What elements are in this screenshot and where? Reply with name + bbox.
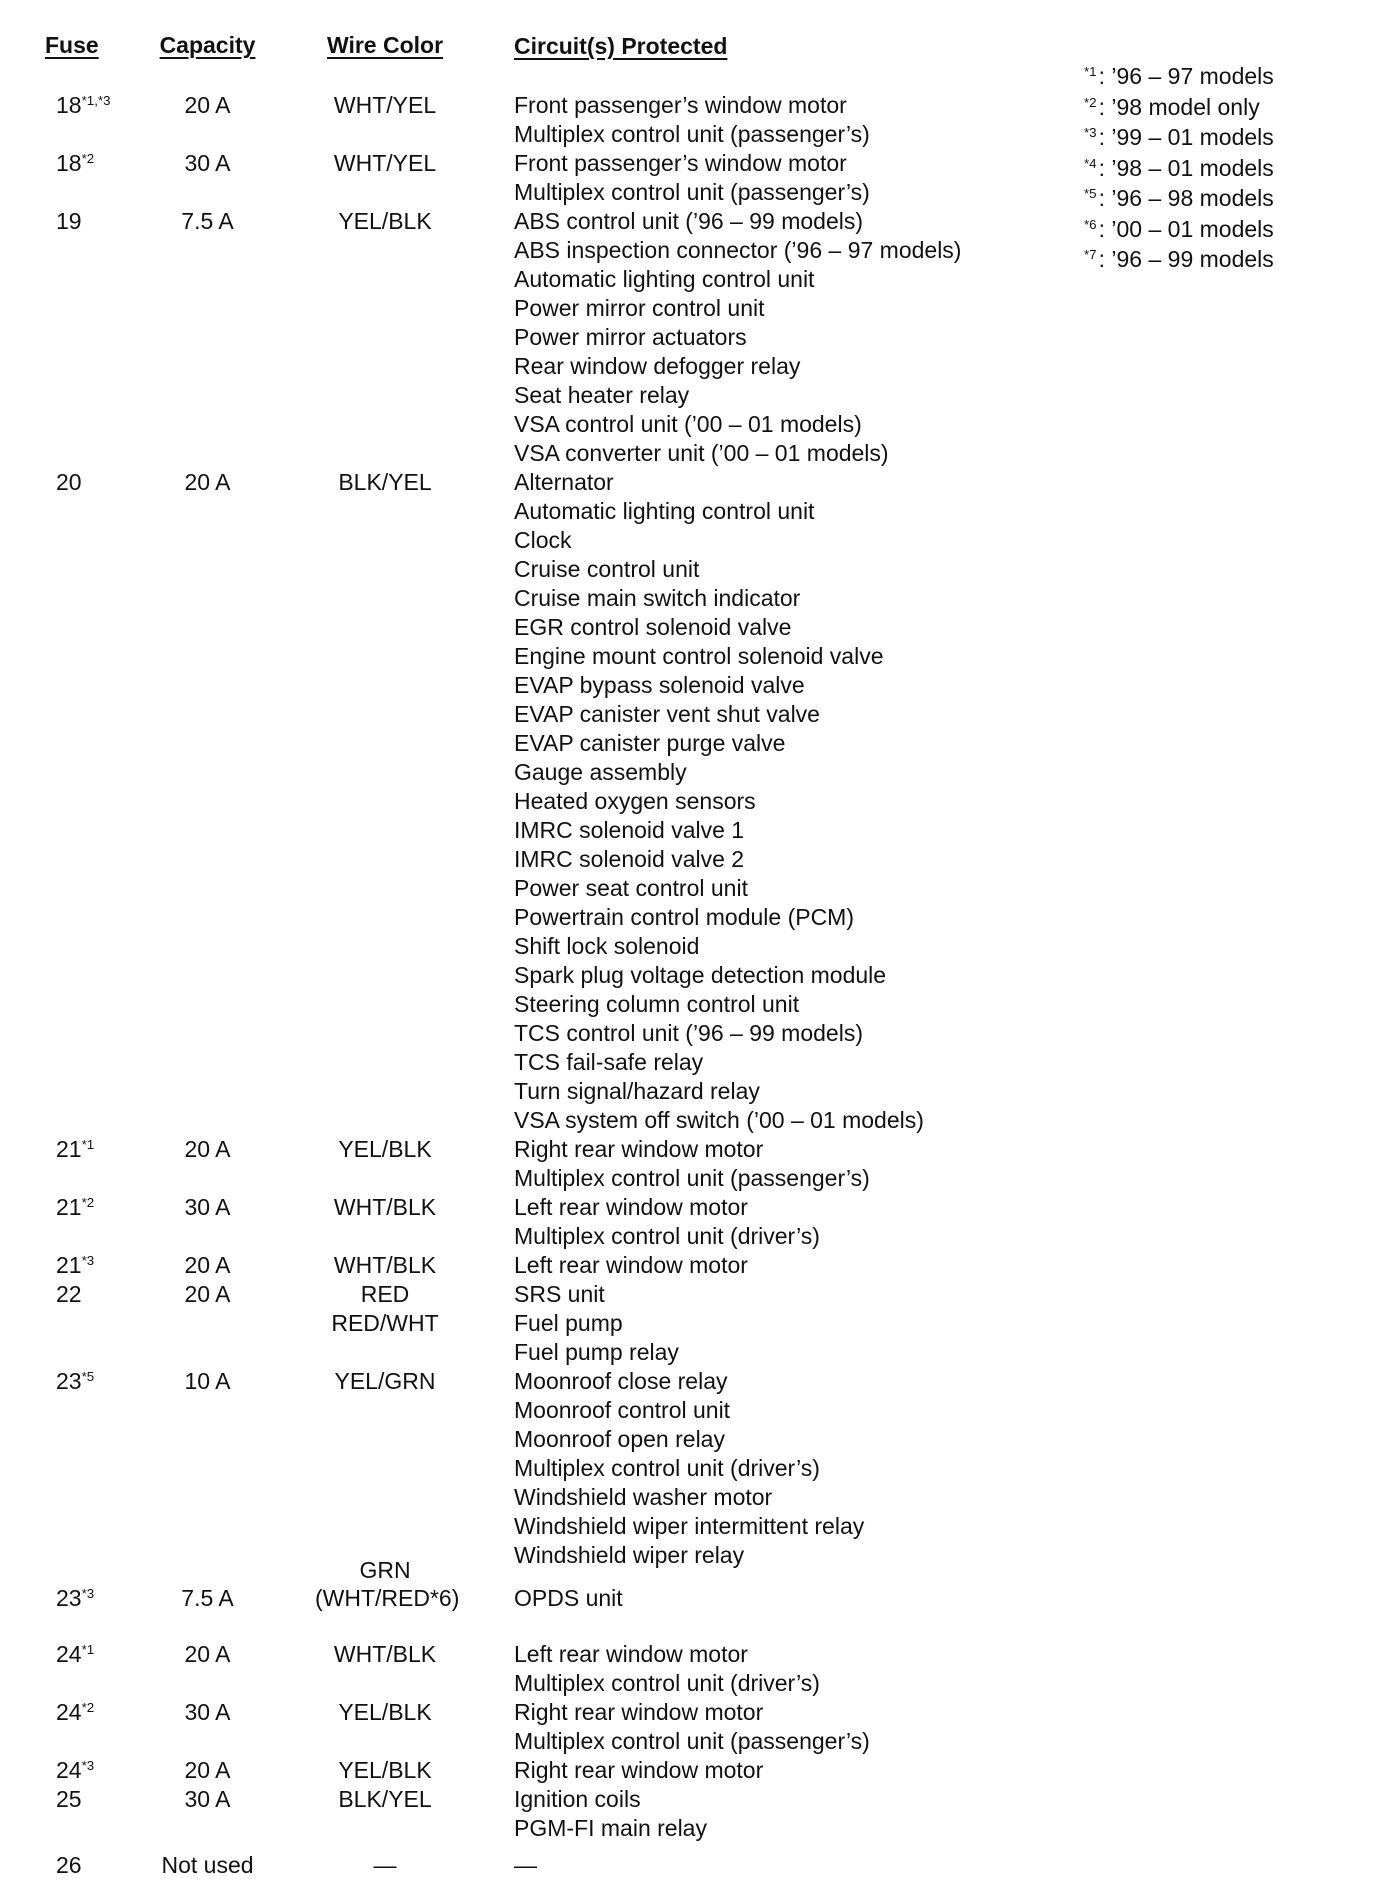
circuit-item: Steering column control unit [514,991,800,1017]
circuit-item: Multiplex control unit (passenger’s) [514,121,870,147]
fuse-footnote-mark: *2 [81,1195,95,1210]
circuit-item: Windshield wiper relay [514,1542,745,1568]
fuse-rows [0,91,1392,1880]
header-fuse: Fuse [45,32,99,58]
wire-color-value: YEL/BLK [338,1136,432,1162]
wire-color-value: WHT/BLK [333,1641,437,1667]
table-row [0,1698,1392,1756]
footnote-text: : ’98 model only [1098,93,1260,120]
circuit-item: VSA control unit (’00 – 01 models) [514,411,862,437]
wire-color-value: — [373,1852,397,1878]
wire-color-value: WHT/BLK [333,1194,437,1220]
circuit-item: OPDS unit [514,1585,623,1611]
circuit-item: TCS control unit (’96 – 99 models) [514,1020,863,1046]
circuits-list [514,1640,1392,1698]
circuit-item: Gauge assembly [514,759,687,785]
fuse-capacity: 30 A [184,1699,231,1725]
circuit-item: Seat heater relay [514,382,690,408]
circuit-item: Multiplex control unit (passenger’s) [514,179,870,205]
circuit-item: ABS inspection connector (’96 – 97 models) [514,237,962,263]
wire-color-value: YEL/BLK [338,1757,432,1783]
footnote-text: : ’99 – 01 models [1098,124,1274,150]
wire-color [315,1556,460,1612]
fuse-footnote-mark: *1 [81,1137,95,1152]
fuse-number [56,1851,82,1880]
fuse-footnote-mark: *1 [81,1642,95,1657]
footnote-text: : ’00 – 01 models [1098,215,1274,242]
table-row [0,468,1392,1135]
footnote-mark: *1 [1084,64,1097,79]
fuse-number-value: 21 [56,1136,82,1162]
fuse-number [56,1584,94,1613]
wire-color-value: WHT/YEL [333,150,437,176]
fuse-number-value: 26 [56,1852,82,1878]
table-row [0,1640,1392,1698]
table-row [0,1251,1392,1280]
wire-color [315,1756,455,1785]
fuse-footnote-mark: *3 [81,1758,95,1773]
footnote-entry [1084,244,1274,275]
fuse-number [56,1280,82,1309]
circuit-item: Turn signal/hazard relay [514,1078,760,1104]
circuits-list [514,1135,1392,1193]
circuit-item: Multiplex control unit (driver’s) [514,1455,820,1481]
fuse-capacity: 20 A [184,1136,231,1162]
fuse-number-value: 24 [56,1641,82,1667]
fuse-number [56,1785,82,1814]
footnote-legend [1084,61,1274,275]
footnote-text: : ’98 – 01 models [1098,154,1274,181]
wire-color [315,468,455,497]
circuit-item: EVAP bypass solenoid valve [514,672,805,698]
circuit-item: VSA converter unit (’00 – 01 models) [514,440,889,466]
circuit-item: EGR control solenoid valve [514,614,792,640]
wire-color [315,1785,455,1814]
wire-color [315,1251,455,1280]
circuit-item: Power mirror control unit [514,295,765,321]
circuit-item: Automatic lighting control unit [514,498,815,524]
fuse-capacity: 30 A [184,150,231,176]
circuit-item: VSA system off switch (’00 – 01 models) [514,1107,924,1133]
fuse-footnote-mark: *2 [81,1700,95,1715]
circuit-item: Engine mount control solenoid valve [514,643,884,669]
fuse-capacity: 20 A [184,1252,231,1278]
circuit-item: PGM-FI main relay [514,1815,707,1841]
table-row [0,1367,1392,1570]
fuse-footnote-mark: *1,*3 [81,93,111,108]
circuit-item: Ignition coils [514,1786,641,1812]
circuits-list [514,468,1392,1135]
circuit-item: ABS control unit (’96 – 99 models) [514,208,864,234]
table-row [0,1785,1392,1851]
fuse-number-value: 23 [56,1585,82,1611]
fuse-footnote-mark: *2 [81,151,95,166]
fuse-capacity: 20 A [184,92,231,118]
circuit-item: Spark plug voltage detection module [514,962,887,988]
circuit-item: Moonroof control unit [514,1397,731,1423]
circuits-list [514,1785,1392,1843]
circuit-item: Powertrain control module (PCM) [514,904,855,930]
circuits-list [514,1367,1392,1570]
circuit-item: TCS fail-safe relay [514,1049,704,1075]
fuse-number-value: 23 [56,1368,82,1394]
footnote-mark: *3 [1084,125,1097,140]
fuse-number [56,91,111,120]
header-wire-color: Wire Color [326,32,444,58]
fuse-number [56,1193,94,1222]
wire-color [315,207,455,236]
fuse-number-value: 19 [56,208,82,234]
fuse-number-value: 25 [56,1786,82,1812]
fuse-number-value: 20 [56,469,82,495]
fuse-number [56,1367,94,1396]
fuse-footnote-mark: *5 [81,1369,95,1384]
wire-color-value: BLK/YEL [338,469,432,495]
footnote-mark: *7 [1084,247,1097,262]
footnote-mark: *2 [1084,94,1097,110]
fuse-number-value: 18 [56,150,82,176]
wire-color-value: WHT/BLK [333,1252,437,1278]
wire-color-value: BLK/YEL [338,1786,432,1812]
circuit-item: Multiplex control unit (driver’s) [514,1223,820,1249]
wire-color [315,1698,455,1727]
fuse-number [56,468,82,497]
fuse-footnote-mark: *3 [81,1253,95,1268]
wire-color [315,1193,455,1222]
fuse-number [56,1698,94,1727]
circuit-item: Left rear window motor [514,1641,748,1667]
footnote-entry [1084,92,1274,123]
circuits-list [514,1280,1392,1367]
wire-color-value: RED/WHT [331,1310,439,1336]
circuit-item: Right rear window motor [514,1757,764,1783]
fuse-number-value: 21 [56,1194,82,1220]
fuse-capacity: 7.5 A [181,1585,234,1611]
fuse-capacity: 20 A [184,1757,231,1783]
circuits-list [514,1193,1392,1251]
fuse-capacity: 30 A [184,1786,231,1812]
footnote-mark: *5 [1084,186,1097,201]
circuit-item: Multiplex control unit (driver’s) [514,1670,820,1696]
circuit-item: Windshield washer motor [514,1484,773,1510]
circuit-item: SRS unit [514,1281,605,1307]
footnote-entry [1084,61,1274,92]
table-row [0,1557,1392,1640]
footnote-mark: *6 [1084,216,1097,232]
wire-color-value: (WHT/RED*6) [315,1585,460,1611]
fuse-capacity: 7.5 A [181,208,234,234]
circuit-item: Left rear window motor [514,1252,748,1278]
footnote-entry [1084,214,1274,245]
circuit-item: Fuel pump [514,1310,623,1336]
circuit-item: IMRC solenoid valve 1 [514,817,745,843]
circuit-item: Windshield wiper intermittent relay [514,1513,865,1539]
circuits-list [514,1251,1392,1280]
circuit-item: Cruise main switch indicator [514,585,801,611]
footnote-text: : ’96 – 98 models [1098,185,1274,211]
circuit-item: Fuel pump relay [514,1339,679,1365]
fuse-capacity: 20 A [184,1641,231,1667]
circuits-list [514,1756,1392,1785]
fuse-number [56,149,94,178]
footnote-text: : ’96 – 99 models [1098,246,1274,272]
circuit-item: EVAP canister vent shut valve [514,701,820,727]
circuit-item: Power mirror actuators [514,324,747,350]
circuit-item: — [514,1852,537,1878]
circuits-list [514,1570,1392,1613]
circuit-item: IMRC solenoid valve 2 [514,846,745,872]
fuse-capacity: 20 A [184,469,231,495]
fuse-number [56,1756,94,1785]
fuse-number-value: 24 [56,1699,82,1725]
wire-color [315,1135,455,1164]
table-row [0,1280,1392,1367]
wire-color [315,1640,455,1669]
fuse-number-value: 24 [56,1757,82,1783]
fuse-number-value: 18 [56,92,82,118]
wire-color-value: RED [360,1281,410,1307]
fuse-capacity: 30 A [184,1194,231,1220]
table-row [0,1851,1392,1880]
fuse-number [56,207,82,236]
table-row [0,1756,1392,1785]
wire-color [315,1851,455,1880]
circuit-item: Power seat control unit [514,875,748,901]
footnote-text: : ’96 – 97 models [1098,63,1274,89]
fuse-capacity: Not used [161,1852,254,1878]
fuse-number [56,1251,94,1280]
header-circuits-protected: Circuit(s) Protected [514,33,728,59]
circuit-item: Multiplex control unit (passenger’s) [514,1728,870,1754]
footnote-entry [1084,153,1274,184]
wire-color [315,1280,455,1338]
wire-color [315,1367,455,1396]
footnote-mark: *4 [1084,155,1097,171]
wire-color-value: WHT/YEL [333,92,437,118]
footnote-entry [1084,122,1274,153]
circuits-list [514,1698,1392,1756]
fuse-number-value: 21 [56,1252,82,1278]
circuit-item: Heated oxygen sensors [514,788,756,814]
fuse-number-value: 22 [56,1281,82,1307]
wire-color-value: GRN [359,1557,411,1583]
circuit-item: Shift lock solenoid [514,933,700,959]
circuit-item: Multiplex control unit (passenger’s) [514,1165,870,1191]
wire-color [315,91,455,120]
circuit-item: Moonroof close relay [514,1368,728,1394]
circuit-item: Automatic lighting control unit [514,266,815,292]
circuit-item: Alternator [514,469,614,495]
table-row [0,1135,1392,1193]
circuit-item: Front passenger’s window motor [514,92,847,118]
wire-color-value: YEL/BLK [338,1699,432,1725]
fuse-number [56,1640,94,1669]
circuit-item: Right rear window motor [514,1136,764,1162]
fuse-footnote-mark: *3 [81,1586,95,1601]
circuit-item: Left rear window motor [514,1194,748,1220]
table-row [0,1193,1392,1251]
circuit-item: Right rear window motor [514,1699,764,1725]
circuit-item: Moonroof open relay [514,1426,725,1452]
circuit-item: Rear window defogger relay [514,353,801,379]
circuit-item: Cruise control unit [514,556,700,582]
wire-color [315,149,455,178]
fuse-number [56,1135,94,1164]
header-capacity: Capacity [159,32,256,58]
circuit-item: EVAP canister purge valve [514,730,786,756]
wire-color-value: YEL/GRN [334,1368,436,1394]
circuit-item: Front passenger’s window motor [514,150,847,176]
footnote-entry [1084,183,1274,214]
circuit-item: Clock [514,527,572,553]
wire-color-value: YEL/BLK [338,208,432,234]
fuse-capacity: 10 A [184,1368,231,1394]
circuits-list [514,1851,1392,1880]
fuse-capacity: 20 A [184,1281,231,1307]
